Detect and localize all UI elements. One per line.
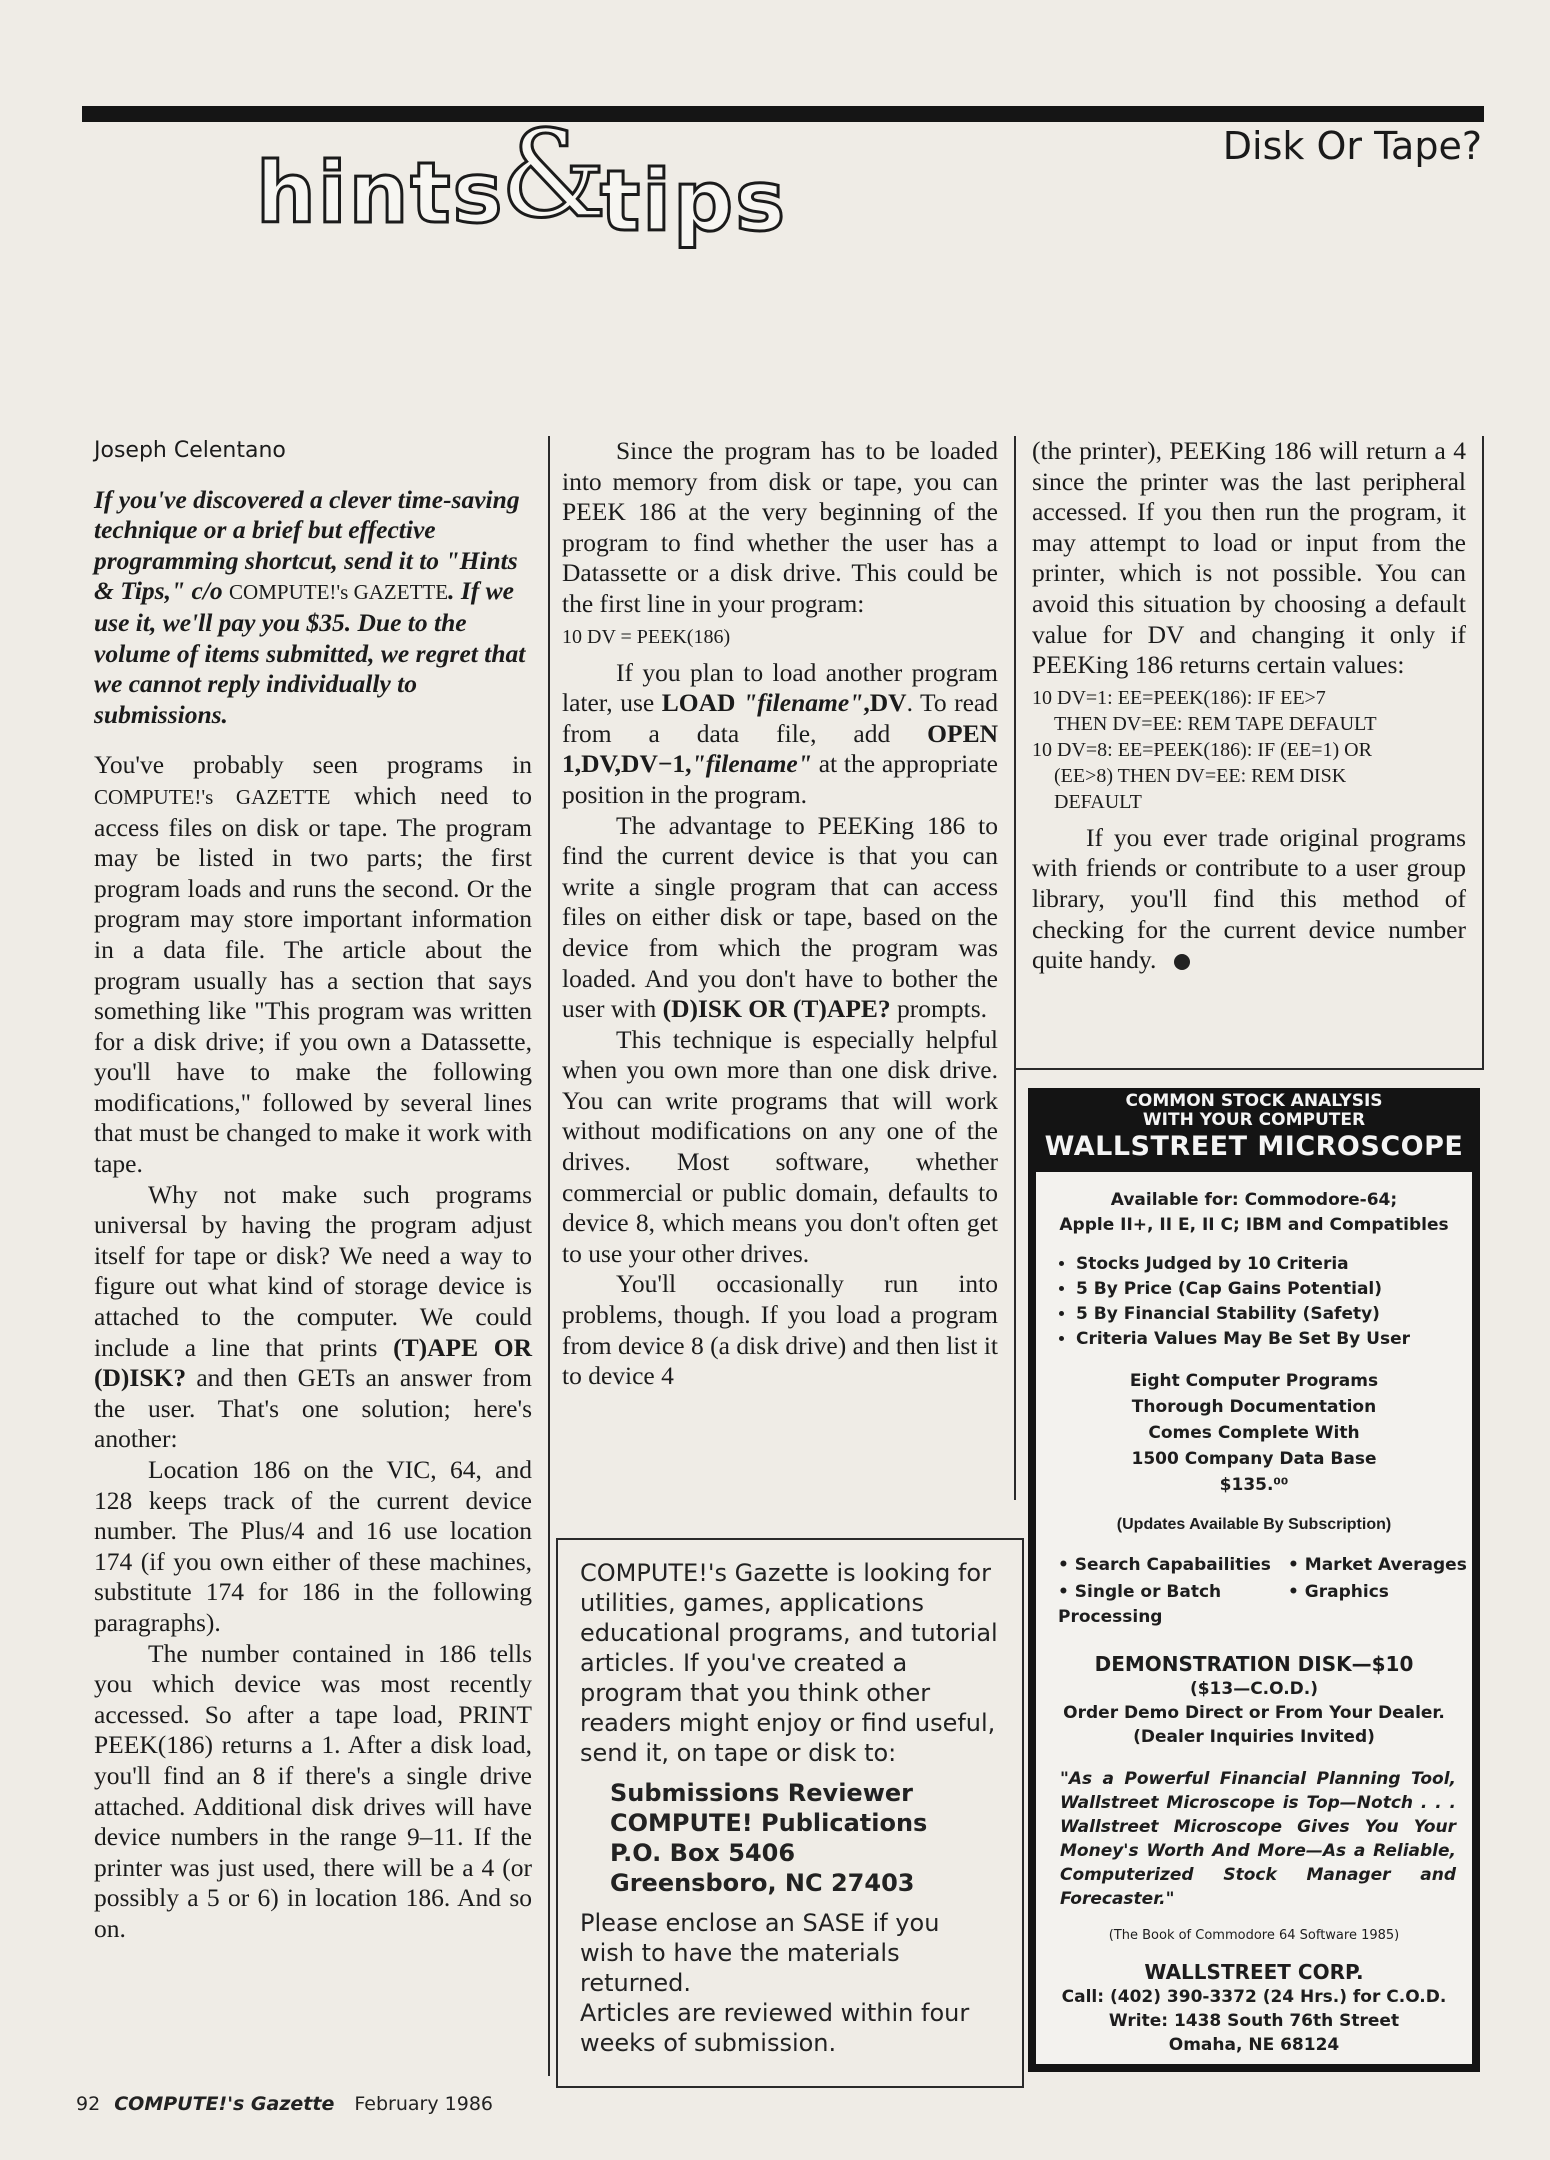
ad-order-info xyxy=(1036,1677,1472,1749)
code-line: THEN DV=EE: REM TAPE DEFAULT xyxy=(1054,712,1377,735)
ad-extra-item: • Graphics xyxy=(1288,1580,1468,1630)
ad-availability-line: Available for: Commodore-64; xyxy=(1110,1190,1398,1210)
ad-feature: • Criteria Values May Be Set By User xyxy=(1076,1327,1472,1352)
intro-gazette: COMPUTE!'s GAZETTE xyxy=(229,580,449,605)
logo-tips-text: tips xyxy=(600,152,788,250)
paragraph xyxy=(94,1180,532,1455)
ad-header xyxy=(1028,1088,1480,1164)
article-headline: Disk Or Tape? xyxy=(1222,124,1482,168)
ad-extras xyxy=(1058,1553,1472,1630)
paragraph xyxy=(562,811,998,1025)
paragraph-text: If you plan to load another program later, use xyxy=(562,657,998,718)
address-line: P.O. Box 5406 xyxy=(610,1839,796,1867)
ad-header-line: COMMON STOCK ANALYSIS xyxy=(1125,1091,1383,1111)
issue-date: February 1986 xyxy=(354,2093,493,2115)
column-rule xyxy=(1014,436,1016,1500)
ad-contact-info xyxy=(1036,1985,1472,2057)
ad-package xyxy=(1036,1368,1472,1498)
ad-demo-offer: DEMONSTRATION DISK—$10 xyxy=(1094,1652,1414,1676)
ad-extra-item: • Single or Batch Processing xyxy=(1058,1580,1288,1630)
paragraph: You'll occasionally run into problems, though. If you load a program from device 8 (a disk drive) and then list it to device 4 xyxy=(562,1269,998,1391)
ad-feature-list xyxy=(1036,1252,1472,1352)
code-filename: "filename" xyxy=(691,749,812,779)
ad-extra-item: • Search Capabailities xyxy=(1058,1553,1288,1578)
ad-package-line: Comes Complete With xyxy=(1148,1423,1360,1443)
ad-contact-line: Call: (402) 390-3372 (24 Hrs.) for C.O.D. xyxy=(1061,1987,1447,2007)
ad-availability-line: Apple II+, II E, II C; IBM and Compatibles xyxy=(1059,1215,1449,1235)
paragraph: (the printer), PEEKing 186 will return a 4 since the printer was the last peripheral accessed. If you then run the program, it may attempt to load or input from the printer, which is not possible. You can avoid this situation by choosing a default value for DV and changing it only if PEEKing 186 returns certain values: xyxy=(1032,436,1466,680)
paragraph xyxy=(94,750,532,1179)
paragraph-text: If you ever trade original programs with friends or contribute to a user group library, you'll find this method of checking for the current device number quite handy. xyxy=(1032,822,1466,975)
intro-paragraph xyxy=(94,485,532,731)
code-keyword: LOAD xyxy=(661,688,743,718)
intro-text: If you've discovered a clever time-saving technique or a brief but effective programming shortcut, send it to "Hints & Tips," c/o xyxy=(94,484,520,606)
ad-package-line: Eight Computer Programs xyxy=(1129,1371,1379,1391)
logo-hints-text: hints xyxy=(256,144,505,242)
paragraph-text: prompts. xyxy=(890,994,988,1024)
code-listing: 10 DV = PEEK(186) xyxy=(562,625,731,648)
notice-text: COMPUTE!'s Gazette is looking for utilities, games, applications educational programs, and tutorial articles. If you've created a program that you think other readers might enjoy or find useful, send it, on tape or disk to: xyxy=(580,1559,998,1767)
article-column-1 xyxy=(94,436,532,1945)
notice-address xyxy=(580,1778,1000,1898)
paragraph-prompt: (D)ISK OR (T)APE? xyxy=(662,994,891,1024)
code-line: 10 DV=1: EE=PEEK(186): IF EE>7 xyxy=(1032,686,1326,709)
paragraph-text: The advantage to PEEKing 186 to find the current device is that you can write a single program that can access files on either disk or tape, based on the device from which the program was loaded. And you don't have to bother the user with xyxy=(562,810,998,1024)
paragraph xyxy=(1032,823,1466,976)
ad-updates-note: (Updates Available By Subscription) xyxy=(1116,1516,1392,1533)
end-mark-icon xyxy=(1174,954,1190,970)
paragraph xyxy=(562,658,998,811)
ad-extra-item: • Market Averages xyxy=(1288,1553,1468,1578)
ad-feature: • 5 By Price (Cap Gains Potential) xyxy=(1076,1277,1472,1302)
code-keyword: ,DV xyxy=(863,688,907,718)
paragraph-text: at the appropriate position in the program. xyxy=(562,749,998,809)
ad-order-line: ($13—C.O.D.) xyxy=(1189,1679,1319,1699)
ad-company-name: WALLSTREET CORP. xyxy=(1144,1960,1364,1984)
address-line: Greensboro, NC 27403 xyxy=(610,1869,915,1897)
paragraph-gazette: COMPUTE!'s GAZETTE xyxy=(94,784,331,809)
ad-body xyxy=(1036,1172,1472,2064)
ad-contact-line: Write: 1438 South 76th Street xyxy=(1108,2011,1400,2031)
code-line: 10 DV=8: EE=PEEK(186): IF (EE=1) OR xyxy=(1032,738,1372,761)
address-line: Submissions Reviewer xyxy=(610,1779,913,1807)
code-line: DEFAULT xyxy=(1054,790,1142,813)
paragraph-text: Why not make such programs universal by having the program adjust itself for tape or disk? We need a way to figure out what kind of storage device is attached to the computer. We could include a line that prints xyxy=(94,1179,532,1362)
byline: Joseph Celentano xyxy=(94,438,286,463)
notice-text: Please enclose an SASE if you wish to have the materials returned. xyxy=(580,1909,940,1997)
ad-price: $135.⁰⁰ xyxy=(1219,1475,1289,1495)
code-keyword: OPEN 1,DV,DV−1, xyxy=(562,718,998,779)
logo-ampersand: & xyxy=(500,112,607,245)
ad-header-line: WITH YOUR COMPUTER xyxy=(1142,1110,1366,1130)
ad-feature: • 5 By Financial Stability (Safety) xyxy=(1076,1302,1472,1327)
ad-package-line: 1500 Company Data Base xyxy=(1131,1449,1377,1469)
paragraph-text: and then GETs an answer from the user. That's one solution; here's another: xyxy=(94,1363,532,1454)
paragraph: This technique is especially helpful when you own more than one disk drive. You can write programs that will work without modifications on any one of the drives. Most software, whether commercial or public domain, defaults to device 8, which means you don't often get to use your other drives. xyxy=(562,1024,998,1268)
code-listing xyxy=(1032,685,1466,815)
ad-order-line: (Dealer Inquiries Invited) xyxy=(1133,1727,1375,1747)
ad-order-line: Order Demo Direct or From Your Dealer. xyxy=(1063,1703,1445,1723)
article-column-3 xyxy=(1032,436,1466,976)
code-line: (EE>8) THEN DV=EE: REM DISK xyxy=(1054,764,1347,787)
article-column-2 xyxy=(562,436,998,1392)
ad-product-name: WALLSTREET MICROSCOPE xyxy=(1044,1131,1464,1162)
ad-feature: • Stocks Judged by 10 Criteria xyxy=(1076,1252,1472,1277)
ad-testimonial: "As a Powerful Financial Planning Tool, Wallstreet Microscope is Top—Notch . . . Wallstreet Microscope Gives You Your Money's Worth And More—As a Reliable, Computerized Stock Manager and Forecaster." xyxy=(1060,1769,1456,1909)
ad-contact-line: Omaha, NE 68124 xyxy=(1168,2035,1340,2055)
address-line: COMPUTE! Publications xyxy=(610,1809,928,1837)
ad-package-line: Thorough Documentation xyxy=(1131,1397,1377,1417)
intro-text: . If we use it, we'll pay you $35. Due to the volume of items submitted, we regret that we cannot reply individually to submissions. xyxy=(94,576,526,729)
paragraph-prompt: (T)APE OR (D)ISK? xyxy=(94,1332,533,1393)
publication-name: COMPUTE!'s Gazette xyxy=(114,2093,335,2115)
submission-notice-box xyxy=(556,1538,1024,2088)
column-rule xyxy=(1014,1068,1484,1070)
page-number: 92 xyxy=(76,2093,101,2115)
code-filename: "filename" xyxy=(742,688,864,718)
hints-and-tips-logo xyxy=(250,112,790,252)
paragraph-text: . To read from a data file, add xyxy=(562,688,998,748)
ad-availability xyxy=(1036,1188,1472,1238)
paragraph: Location 186 on the VIC, 64, and 128 keeps track of the current device number. The Plus/4 and 16 use location 174 (if you own either of these machines, substitute 174 for 186 in the following paragraphs). xyxy=(94,1455,532,1637)
paragraph: Since the program has to be loaded into memory from disk or tape, you can PEEK 186 at the very beginning of the program to find whether the user has a Datassette or a disk drive. This could be the first line in your program: xyxy=(562,436,998,618)
ad-testimonial-source: (The Book of Commodore 64 Software 1985) xyxy=(1108,1928,1400,1943)
wallstreet-microscope-ad xyxy=(1028,1088,1480,2072)
page-footer xyxy=(76,2093,493,2115)
paragraph-text: You've probably seen programs in xyxy=(94,750,532,780)
column-rule xyxy=(1482,436,1484,1070)
notice-text: Articles are reviewed within four weeks of submission. xyxy=(580,1999,970,2057)
paragraph-text: which need to access files on disk or tape. The program may be listed in two parts; the first program loads and runs the second. Or the program may store important information in a data file. The article about the program usually has a section that says something like "This program was written for a disk drive; if you own a Datassette, you'll have to make the following modifications," followed by several lines that must be changed to make it work with tape. xyxy=(94,780,532,1179)
paragraph: The number contained in 186 tells you which device was most recently accessed. So after a tape load, PRINT PEEK(186) returns a 1. After a disk load, you'll find an 8 if there's a single drive attached. Additional disk drives will have device numbers in the range 9–11. If the printer was just used, there will be a 4 (or possibly a 5 or 6) in location 186. And so on. xyxy=(94,1638,532,1943)
column-rule xyxy=(548,436,550,2076)
